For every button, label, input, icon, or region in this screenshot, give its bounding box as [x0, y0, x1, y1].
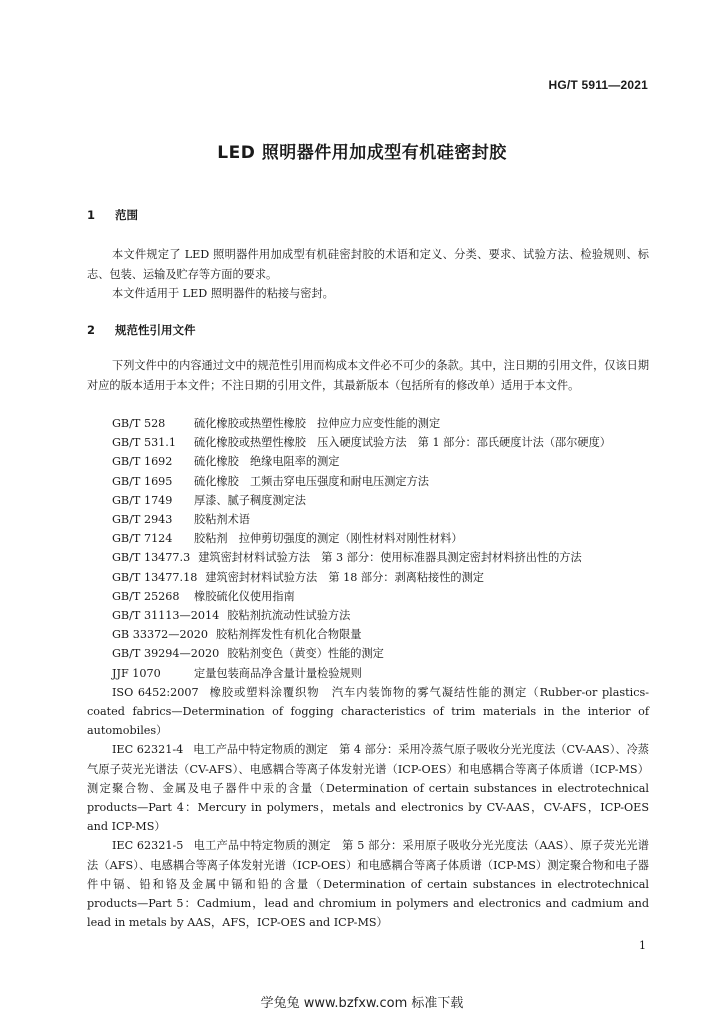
- reference-title: 电工产品中特定物质的测定 第 5 部分：采用原子吸收分光光度法（AAS）、原子荧光光谱法（AFS）、电感耦合等离子体发射光谱（ICP-OES）和电感耦合等离子体质谱（ICP-MS）测定聚合物和电子器件中镉、铅和铬及金属中镉和铅的含量（Determination of certain substances in electrotechnical products—Part 5：Cadmium，lead and chromium in polymers and electronics and cadmium and lead in metals by AAS，AFS，ICP-OES and ICP-MS）: [87, 839, 649, 930]
- reference-code: ISO 6452:2007: [112, 685, 199, 699]
- reference-item: [87, 510, 649, 529]
- reference-code: JJF 1070: [112, 666, 161, 680]
- reference-code: GB/T 31113—2014: [112, 609, 220, 623]
- reference-item: [87, 644, 649, 663]
- reference-title: 硫化橡胶或热塑性橡胶 压入硬度试验方法 第 1 部分：邵氏硬度计法（邵尔硬度）: [194, 436, 611, 450]
- reference-code: GB 33372—2020: [112, 628, 208, 642]
- reference-item: [87, 568, 649, 587]
- reference-item: [87, 625, 649, 644]
- reference-item: [87, 414, 649, 433]
- reference-code: GB/T 1692: [112, 455, 173, 469]
- reference-title: 硫化橡胶或热塑性橡胶 拉伸应力应变性能的测定: [194, 417, 441, 430]
- reference-title: 建筑密封材料试验方法 第 18 部分：剥离粘接性的测定: [205, 570, 484, 584]
- reference-item: [87, 740, 649, 836]
- reference-item: [87, 529, 649, 548]
- reference-code: IEC 62321-5: [112, 839, 184, 853]
- reference-title: 胶粘剂术语: [194, 513, 250, 527]
- section-title: 规范性引用文件: [115, 323, 196, 337]
- reference-list: [87, 414, 649, 932]
- section-number: 2: [87, 323, 96, 337]
- reference-item: [87, 452, 649, 471]
- reference-code: GB/T 25268: [112, 589, 180, 603]
- reference-title: 橡胶硫化仪使用指南: [194, 589, 295, 603]
- reference-code: GB/T 1695: [112, 474, 173, 488]
- reference-code: GB/T 39294—2020: [112, 647, 220, 661]
- reference-title: 胶粘剂挥发性有机化合物限量: [215, 628, 362, 642]
- reference-title: 胶粘剂抗流动性试验方法: [227, 609, 351, 623]
- reference-title: 胶粘剂变色（黄变）性能的测定: [227, 647, 384, 661]
- reference-title: 胶粘剂 拉伸剪切强度的测定（刚性材料对刚性材料）: [194, 532, 463, 546]
- reference-code: GB/T 13477.18: [112, 570, 198, 584]
- reference-code: GB/T 13477.3: [112, 551, 191, 565]
- standard-number: HG/T 5911—2021: [548, 78, 648, 92]
- reference-code: IEC 62321-4: [112, 743, 184, 757]
- reference-item: [87, 433, 649, 452]
- reference-title: 定量包装商品净含量计量检验规则: [194, 666, 362, 680]
- reference-title: 电工产品中特定物质的测定 第 4 部分：采用冷蒸气原子吸收分光光度法（CV-AAS）、冷蒸气原子荧光光谱法（CV-AFS）、电感耦合等离子体发射光谱（ICP-OES）和电感耦合等离子体质谱（ICP-MS）测定聚合物、金属及电子器件中汞的含量（Determination of certain substances in electrotechnical products—Part 4：Mercury in polymers，metals and electronics by CV-AAS，CV-AFS，ICP-OES and ICP-MS）: [87, 743, 649, 834]
- reference-item: [87, 606, 649, 625]
- reference-item: [87, 683, 649, 741]
- scope-paragraph-1: 本文件规定了 LED 照明器件用加成型有机硅密封胶的术语和定义、分类、要求、试验方法、检验规则、标志、包装、运输及贮存等方面的要求。: [87, 248, 649, 281]
- reference-item: [87, 472, 649, 491]
- section-title: 范围: [115, 208, 138, 222]
- reference-item: [87, 491, 649, 510]
- reference-code: GB/T 1749: [112, 493, 173, 507]
- reference-code: GB/T 531.1: [112, 436, 176, 450]
- reference-item: [87, 664, 649, 683]
- reference-title: 建筑密封材料试验方法 第 3 部分：使用标准器具测定密封材料挤出性的方法: [198, 551, 582, 565]
- document-title: LED 照明器件用加成型有机硅密封胶: [217, 143, 507, 163]
- reference-title: 硫化橡胶 工频击穿电压强度和耐电压测定方法: [194, 474, 429, 488]
- section-number: 1: [87, 208, 96, 222]
- reference-title: 厚漆、腻子稠度测定法: [194, 493, 306, 507]
- reference-item: [87, 836, 649, 932]
- reference-code: GB/T 7124: [112, 532, 173, 546]
- references-intro: 下列文件中的内容通过文中的规范性引用而构成本文件必不可少的条款。其中，注日期的引用文件，仅该日期对应的版本适用于本文件；不注日期的引用文件，其最新版本（包括所有的修改单）适用于本文件。: [87, 359, 650, 392]
- scope-paragraph-2: 本文件适用于 LED 照明器件的粘接与密封。: [112, 287, 334, 300]
- section-1-heading: [87, 207, 138, 223]
- reference-item: [87, 548, 649, 567]
- reference-title: 橡胶或塑料涂覆织物 汽车内装饰物的雾气凝结性能的测定（Rubber-or plastics-coated fabrics—Determination of fogging characteristics of trim materials in the interior of automobiles）: [87, 685, 649, 738]
- watermark-footer: 学兔兔 www.bzfxw.com 标准下载: [260, 996, 464, 1011]
- reference-title: 硫化橡胶 绝缘电阻率的测定: [194, 455, 340, 469]
- reference-item: [87, 587, 649, 606]
- reference-code: GB/T 528: [112, 417, 166, 430]
- reference-code: GB/T 2943: [112, 513, 173, 527]
- page-number: 1: [639, 939, 646, 952]
- section-2-heading: [87, 322, 196, 338]
